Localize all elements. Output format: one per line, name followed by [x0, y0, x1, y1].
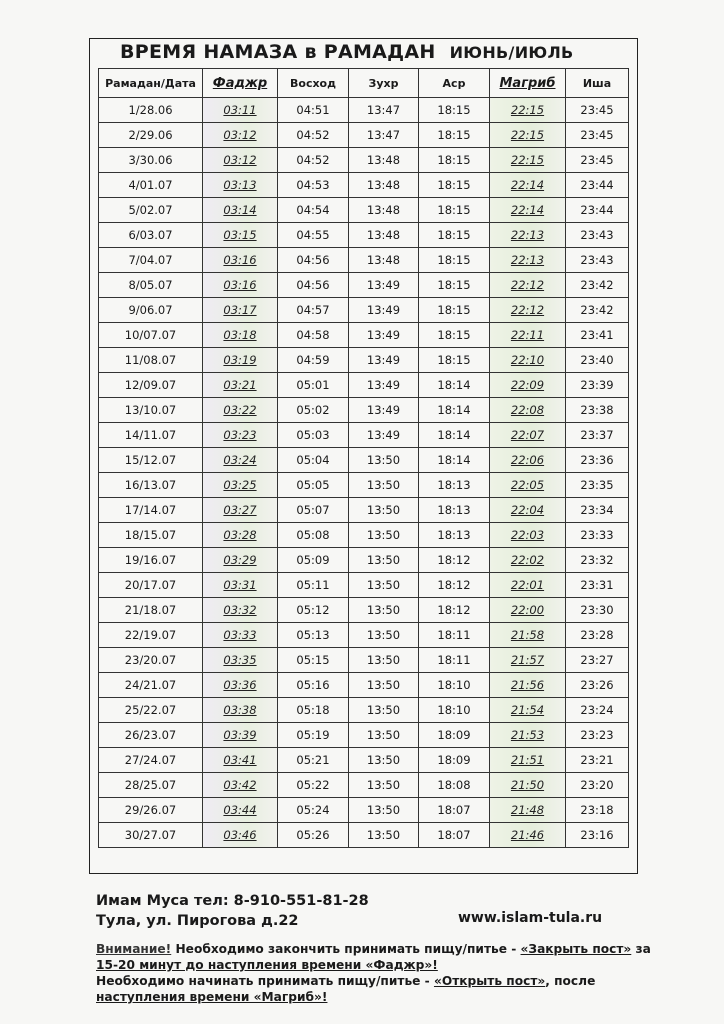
date-cell: 1/28.06 [99, 98, 203, 123]
date-cell: 8/05.07 [99, 273, 203, 298]
asr-cell: 18:15 [419, 198, 490, 223]
date-cell: 7/04.07 [99, 248, 203, 273]
col-header-maghrib: Магриб [490, 69, 566, 98]
asr-cell: 18:15 [419, 148, 490, 173]
asr-cell: 18:15 [419, 123, 490, 148]
fajr-cell: 03:31 [203, 573, 278, 598]
date-cell: 20/17.07 [99, 573, 203, 598]
fajr-cell: 03:17 [203, 298, 278, 323]
contact-block [96, 891, 369, 931]
isha-cell: 23:32 [566, 548, 629, 573]
isha-cell: 23:33 [566, 523, 629, 548]
date-cell: 9/06.07 [99, 298, 203, 323]
asr-cell: 18:12 [419, 548, 490, 573]
date-cell: 16/13.07 [99, 473, 203, 498]
maghrib-cell: 21:50 [490, 773, 566, 798]
fajr-cell: 03:25 [203, 473, 278, 498]
sunrise-cell: 05:19 [278, 723, 349, 748]
table-row [99, 173, 629, 198]
sunrise-cell: 05:04 [278, 448, 349, 473]
asr-cell: 18:07 [419, 798, 490, 823]
fajr-cell: 03:12 [203, 123, 278, 148]
sunrise-cell: 05:16 [278, 673, 349, 698]
table-row [99, 373, 629, 398]
maghrib-cell: 21:56 [490, 673, 566, 698]
isha-cell: 23:40 [566, 348, 629, 373]
isha-cell: 23:26 [566, 673, 629, 698]
asr-cell: 18:15 [419, 348, 490, 373]
dhuhr-cell: 13:48 [349, 173, 419, 198]
mosque-address: Тула, ул. Пирогова д.22 [96, 913, 299, 929]
isha-cell: 23:45 [566, 98, 629, 123]
asr-cell: 18:12 [419, 598, 490, 623]
maghrib-cell: 22:01 [490, 573, 566, 598]
sunrise-cell: 04:56 [278, 248, 349, 273]
date-cell: 21/18.07 [99, 598, 203, 623]
maghrib-cell: 21:54 [490, 698, 566, 723]
sunrise-cell: 04:55 [278, 223, 349, 248]
dhuhr-cell: 13:50 [349, 498, 419, 523]
asr-cell: 18:15 [419, 173, 490, 198]
dhuhr-cell: 13:49 [349, 348, 419, 373]
maghrib-cell: 22:15 [490, 98, 566, 123]
isha-cell: 23:27 [566, 648, 629, 673]
dhuhr-cell: 13:50 [349, 673, 419, 698]
maghrib-cell: 21:46 [490, 823, 566, 848]
asr-cell: 18:14 [419, 373, 490, 398]
col-header-asr: Аср [419, 69, 490, 98]
asr-cell: 18:09 [419, 723, 490, 748]
col-header-fajr: Фаджр [203, 69, 278, 98]
website-link[interactable]: www.islam-tula.ru [458, 910, 603, 926]
isha-cell: 23:42 [566, 298, 629, 323]
fajr-cell: 03:39 [203, 723, 278, 748]
maghrib-cell: 22:05 [490, 473, 566, 498]
date-cell: 12/09.07 [99, 373, 203, 398]
date-cell: 23/20.07 [99, 648, 203, 673]
isha-cell: 23:35 [566, 473, 629, 498]
dhuhr-cell: 13:49 [349, 273, 419, 298]
col-header-dhuhr: Зухр [349, 69, 419, 98]
notice-line2: 15-20 минут до наступления времени «Фаджр»! [96, 958, 438, 972]
fajr-cell: 03:21 [203, 373, 278, 398]
table-row [99, 198, 629, 223]
table-row [99, 823, 629, 848]
sunrise-cell: 05:12 [278, 598, 349, 623]
isha-cell: 23:18 [566, 798, 629, 823]
table-row [99, 623, 629, 648]
sunrise-cell: 05:07 [278, 498, 349, 523]
sunrise-cell: 05:24 [278, 798, 349, 823]
table-row [99, 323, 629, 348]
dhuhr-cell: 13:50 [349, 548, 419, 573]
imam-phone: Имам Муса тел: 8-910-551-81-28 [96, 893, 369, 909]
asr-cell: 18:15 [419, 273, 490, 298]
asr-cell: 18:13 [419, 523, 490, 548]
sunrise-cell: 04:52 [278, 148, 349, 173]
sunrise-cell: 04:56 [278, 273, 349, 298]
isha-cell: 23:23 [566, 723, 629, 748]
isha-cell: 23:41 [566, 323, 629, 348]
fajr-cell: 03:36 [203, 673, 278, 698]
asr-cell: 18:15 [419, 248, 490, 273]
fajr-cell: 03:13 [203, 173, 278, 198]
isha-cell: 23:30 [566, 598, 629, 623]
date-cell: 5/02.07 [99, 198, 203, 223]
maghrib-cell: 21:48 [490, 798, 566, 823]
maghrib-cell: 22:00 [490, 598, 566, 623]
dhuhr-cell: 13:50 [349, 598, 419, 623]
table-row [99, 148, 629, 173]
notice-line1-tail: за [631, 942, 651, 956]
asr-cell: 18:12 [419, 573, 490, 598]
fajr-cell: 03:38 [203, 698, 278, 723]
sunrise-cell: 04:52 [278, 123, 349, 148]
maghrib-cell: 22:14 [490, 173, 566, 198]
asr-cell: 18:15 [419, 323, 490, 348]
maghrib-cell: 22:15 [490, 123, 566, 148]
title-main: ВРЕМЯ НАМАЗА в РАМАДАН [120, 41, 436, 63]
fajr-cell: 03:27 [203, 498, 278, 523]
table-row [99, 573, 629, 598]
table-row [99, 448, 629, 473]
fajr-cell: 03:35 [203, 648, 278, 673]
dhuhr-cell: 13:50 [349, 698, 419, 723]
fajr-cell: 03:44 [203, 798, 278, 823]
date-cell: 3/30.06 [99, 148, 203, 173]
isha-cell: 23:38 [566, 398, 629, 423]
asr-cell: 18:14 [419, 423, 490, 448]
fajr-cell: 03:15 [203, 223, 278, 248]
asr-cell: 18:13 [419, 498, 490, 523]
fajr-cell: 03:41 [203, 748, 278, 773]
dhuhr-cell: 13:48 [349, 223, 419, 248]
col-header-isha: Иша [566, 69, 629, 98]
maghrib-cell: 22:06 [490, 448, 566, 473]
isha-cell: 23:45 [566, 123, 629, 148]
maghrib-cell: 22:03 [490, 523, 566, 548]
maghrib-cell: 22:08 [490, 398, 566, 423]
sunrise-cell: 05:11 [278, 573, 349, 598]
dhuhr-cell: 13:48 [349, 148, 419, 173]
fajr-cell: 03:12 [203, 148, 278, 173]
maghrib-cell: 21:53 [490, 723, 566, 748]
dhuhr-cell: 13:50 [349, 823, 419, 848]
isha-cell: 23:43 [566, 248, 629, 273]
table-row [99, 298, 629, 323]
maghrib-cell: 22:11 [490, 323, 566, 348]
sunrise-cell: 05:09 [278, 548, 349, 573]
table-row [99, 598, 629, 623]
date-cell: 4/01.07 [99, 173, 203, 198]
table-row [99, 398, 629, 423]
table-row [99, 673, 629, 698]
date-cell: 28/25.07 [99, 773, 203, 798]
fajr-cell: 03:19 [203, 348, 278, 373]
maghrib-cell: 21:57 [490, 648, 566, 673]
asr-cell: 18:14 [419, 398, 490, 423]
date-cell: 18/15.07 [99, 523, 203, 548]
date-cell: 14/11.07 [99, 423, 203, 448]
sunrise-cell: 05:13 [278, 623, 349, 648]
table-row [99, 98, 629, 123]
isha-cell: 23:24 [566, 698, 629, 723]
fajr-cell: 03:16 [203, 248, 278, 273]
table-header-row [99, 69, 629, 98]
notice-line3: Необходимо начинать принимать пищу/питье - [96, 974, 434, 988]
fajr-cell: 03:29 [203, 548, 278, 573]
date-cell: 13/10.07 [99, 398, 203, 423]
date-cell: 15/12.07 [99, 448, 203, 473]
table-row [99, 798, 629, 823]
fajr-cell: 03:23 [203, 423, 278, 448]
fajr-cell: 03:24 [203, 448, 278, 473]
table-row [99, 223, 629, 248]
asr-cell: 18:11 [419, 648, 490, 673]
sunrise-cell: 05:18 [278, 698, 349, 723]
dhuhr-cell: 13:50 [349, 723, 419, 748]
dhuhr-cell: 13:49 [349, 323, 419, 348]
sunrise-cell: 04:53 [278, 173, 349, 198]
fajr-cell: 03:28 [203, 523, 278, 548]
sunrise-cell: 05:26 [278, 823, 349, 848]
asr-cell: 18:09 [419, 748, 490, 773]
table-row [99, 773, 629, 798]
maghrib-cell: 22:12 [490, 298, 566, 323]
maghrib-cell: 22:04 [490, 498, 566, 523]
maghrib-cell: 22:02 [490, 548, 566, 573]
isha-cell: 23:39 [566, 373, 629, 398]
sunrise-cell: 05:02 [278, 398, 349, 423]
dhuhr-cell: 13:50 [349, 648, 419, 673]
dhuhr-cell: 13:49 [349, 373, 419, 398]
asr-cell: 18:15 [419, 298, 490, 323]
isha-cell: 23:45 [566, 148, 629, 173]
notice-line1: Необходимо закончить принимать пищу/питье - [171, 942, 521, 956]
dhuhr-cell: 13:50 [349, 623, 419, 648]
fajr-cell: 03:33 [203, 623, 278, 648]
maghrib-cell: 21:51 [490, 748, 566, 773]
isha-cell: 23:31 [566, 573, 629, 598]
sunrise-cell: 04:51 [278, 98, 349, 123]
isha-cell: 23:34 [566, 498, 629, 523]
date-cell: 27/24.07 [99, 748, 203, 773]
fajr-cell: 03:32 [203, 598, 278, 623]
dhuhr-cell: 13:49 [349, 423, 419, 448]
maghrib-cell: 22:09 [490, 373, 566, 398]
date-cell: 11/08.07 [99, 348, 203, 373]
asr-cell: 18:14 [419, 448, 490, 473]
asr-cell: 18:11 [419, 623, 490, 648]
date-cell: 10/07.07 [99, 323, 203, 348]
isha-cell: 23:21 [566, 748, 629, 773]
table-row [99, 723, 629, 748]
sunrise-cell: 05:21 [278, 748, 349, 773]
sunrise-cell: 04:59 [278, 348, 349, 373]
sunrise-cell: 04:58 [278, 323, 349, 348]
sunrise-cell: 05:03 [278, 423, 349, 448]
dhuhr-cell: 13:49 [349, 298, 419, 323]
isha-cell: 23:28 [566, 623, 629, 648]
col-header-date: Рамадан/Дата [99, 69, 203, 98]
sunrise-cell: 05:08 [278, 523, 349, 548]
dhuhr-cell: 13:47 [349, 123, 419, 148]
maghrib-cell: 22:07 [490, 423, 566, 448]
isha-cell: 23:44 [566, 198, 629, 223]
isha-cell: 23:20 [566, 773, 629, 798]
dhuhr-cell: 13:48 [349, 198, 419, 223]
table-row [99, 548, 629, 573]
notice-line4: наступления времени «Магриб»! [96, 990, 328, 1004]
maghrib-cell: 22:14 [490, 198, 566, 223]
notice-line3-tail: , после [545, 974, 596, 988]
table-body [99, 98, 629, 848]
close-fast-label: «Закрыть пост» [520, 942, 632, 956]
dhuhr-cell: 13:50 [349, 773, 419, 798]
isha-cell: 23:44 [566, 173, 629, 198]
sunrise-cell: 04:57 [278, 298, 349, 323]
col-header-sunrise: Восход [278, 69, 349, 98]
asr-cell: 18:15 [419, 223, 490, 248]
asr-cell: 18:08 [419, 773, 490, 798]
fajr-cell: 03:11 [203, 98, 278, 123]
dhuhr-cell: 13:50 [349, 523, 419, 548]
fajr-cell: 03:14 [203, 198, 278, 223]
isha-cell: 23:16 [566, 823, 629, 848]
warning-label: Внимание! [96, 942, 172, 956]
fajr-cell: 03:22 [203, 398, 278, 423]
dhuhr-cell: 13:50 [349, 573, 419, 598]
date-cell: 22/19.07 [99, 623, 203, 648]
maghrib-cell: 22:13 [490, 223, 566, 248]
page-title [120, 41, 574, 63]
asr-cell: 18:15 [419, 98, 490, 123]
fajr-cell: 03:46 [203, 823, 278, 848]
dhuhr-cell: 13:49 [349, 398, 419, 423]
maghrib-cell: 22:12 [490, 273, 566, 298]
table-row [99, 123, 629, 148]
table-row [99, 248, 629, 273]
open-fast-label: «Открыть пост» [433, 974, 546, 988]
table-row [99, 498, 629, 523]
date-cell: 6/03.07 [99, 223, 203, 248]
notice-block [96, 941, 696, 1005]
dhuhr-cell: 13:47 [349, 98, 419, 123]
table-row [99, 648, 629, 673]
prayer-times-table [98, 68, 629, 848]
maghrib-cell: 22:13 [490, 248, 566, 273]
asr-cell: 18:10 [419, 698, 490, 723]
isha-cell: 23:43 [566, 223, 629, 248]
fajr-cell: 03:16 [203, 273, 278, 298]
date-cell: 19/16.07 [99, 548, 203, 573]
maghrib-cell: 22:10 [490, 348, 566, 373]
title-months: ИЮНЬ/ИЮЛЬ [449, 43, 574, 62]
isha-cell: 23:42 [566, 273, 629, 298]
dhuhr-cell: 13:50 [349, 798, 419, 823]
table-row [99, 748, 629, 773]
isha-cell: 23:36 [566, 448, 629, 473]
maghrib-cell: 21:58 [490, 623, 566, 648]
isha-cell: 23:37 [566, 423, 629, 448]
sunrise-cell: 05:05 [278, 473, 349, 498]
table-row [99, 698, 629, 723]
sunrise-cell: 04:54 [278, 198, 349, 223]
table-row [99, 273, 629, 298]
dhuhr-cell: 13:48 [349, 248, 419, 273]
maghrib-cell: 22:15 [490, 148, 566, 173]
asr-cell: 18:07 [419, 823, 490, 848]
date-cell: 30/27.07 [99, 823, 203, 848]
date-cell: 29/26.07 [99, 798, 203, 823]
date-cell: 26/23.07 [99, 723, 203, 748]
table-row [99, 348, 629, 373]
date-cell: 25/22.07 [99, 698, 203, 723]
dhuhr-cell: 13:50 [349, 473, 419, 498]
dhuhr-cell: 13:50 [349, 448, 419, 473]
fajr-cell: 03:42 [203, 773, 278, 798]
table-row [99, 473, 629, 498]
sunrise-cell: 05:01 [278, 373, 349, 398]
asr-cell: 18:10 [419, 673, 490, 698]
table-row [99, 423, 629, 448]
sunrise-cell: 05:15 [278, 648, 349, 673]
fajr-cell: 03:18 [203, 323, 278, 348]
sunrise-cell: 05:22 [278, 773, 349, 798]
date-cell: 17/14.07 [99, 498, 203, 523]
asr-cell: 18:13 [419, 473, 490, 498]
date-cell: 2/29.06 [99, 123, 203, 148]
date-cell: 24/21.07 [99, 673, 203, 698]
dhuhr-cell: 13:50 [349, 748, 419, 773]
table-row [99, 523, 629, 548]
